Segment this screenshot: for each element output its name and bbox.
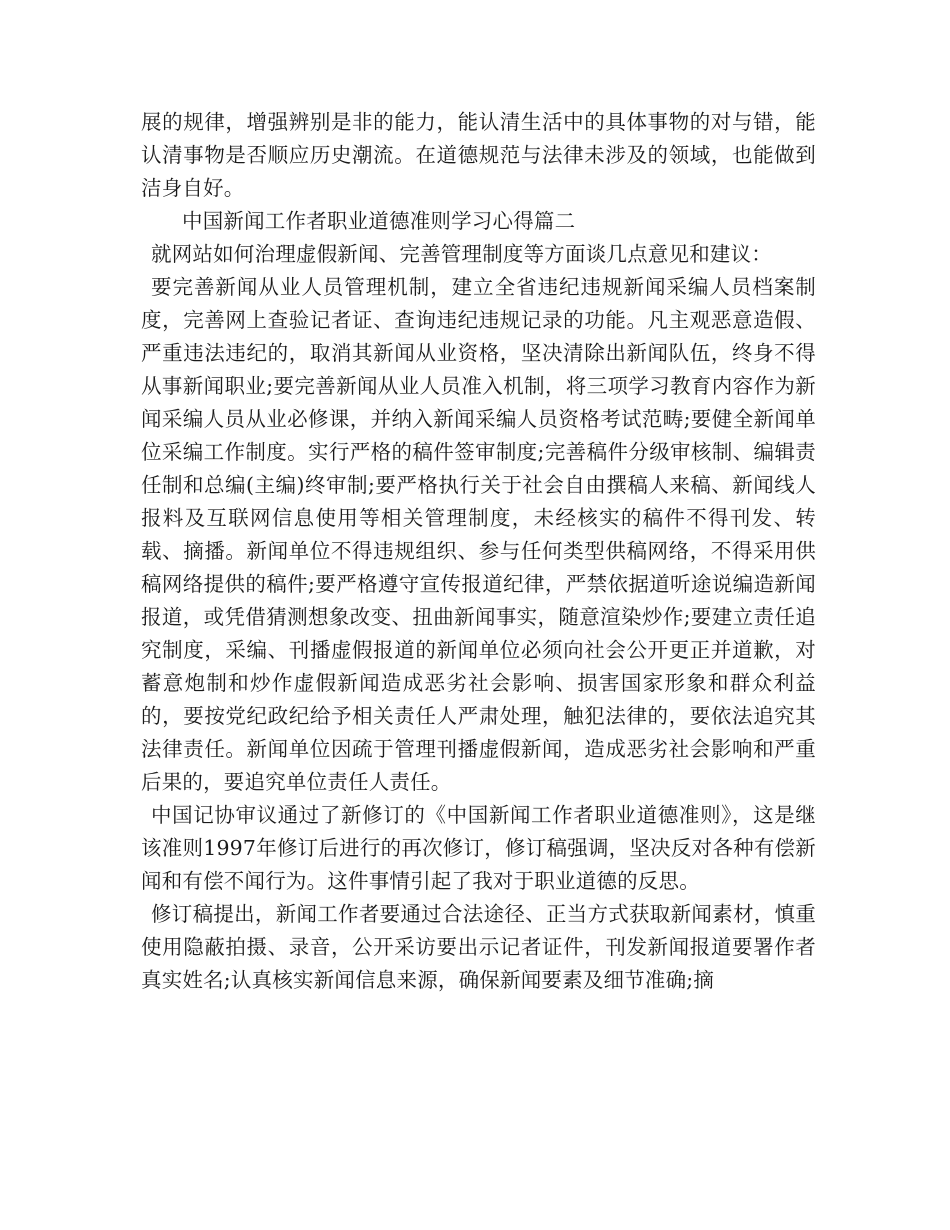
paragraph-continuation: 展的规律，增强辨别是非的能力，能认清生活中的具体事物的对与错，能认清事物是否顺应历史潮流。在道德规范与法律未涉及的领域，也能做到洁身自好。 xyxy=(141,110,816,200)
section-heading: 中国新闻工作者职业道德准则学习心得篇二 xyxy=(182,209,576,233)
paragraph-management: 要完善新闻从业人员管理机制，建立全省违纪违规新闻采编人员档案制度，完善网上查验记者证、查询违纪违规记录的功能。凡主观恶意造假、严重违法违纪的，取消其新闻从业资格，坚决清除出新闻队伍，终身不得从事新闻职业;要完善新闻从业人员准入机制，将三项学习教育内容作为新闻采编人员从业必修课，并纳入新闻采编人员资格考试范畴;要健全新闻单位采编工作制度。实行严格的稿件签审制度;完善稿件分级审核制、编辑责任制和总编(主编)终审制;要严格执行关于社会自由撰稿人来稿、新闻线人报料及互联网信息使用等相关管理制度，未经核实的稿件不得刊发、转载、摘播。新闻单位不得违规组织、参与任何类型供稿网络，不得采用供稿网络提供的稿件;要严格遵守宣传报道纪律，严禁依据道听途说编造新闻报道，或凭借猜测想象改变、扭曲新闻事实，随意渲染炒作;要建立责任追究制度，采编、刊播虚假报道的新闻单位必须向社会公开更正并道歉，对蓄意炮制和炒作虚假新闻造成恶劣社会影响、损害国家形象和群众利益的，要按党纪政纪给予相关责任人严肃处理，触犯法律的，要依法追究其法律责任。新闻单位因疏于管理刊播虚假新闻，造成恶劣社会影响和严重后果的，要追究单位责任人责任。 xyxy=(141,275,816,794)
document-body xyxy=(141,106,816,997)
paragraph-revision: 中国记协审议通过了新修订的《中国新闻工作者职业道德准则》，这是继该准则1997年修订后进行的再次修订，修订稿强调，坚决反对各种有偿新闻和有偿不闻行为。这件事情引起了我对于职业道德的反思。 xyxy=(141,803,816,893)
paragraph-intro: 就网站如何治理虚假新闻、完善管理制度等方面谈几点意见和建议： xyxy=(151,242,772,266)
paragraph-guidelines: 修订稿提出，新闻工作者要通过合法途径、正当方式获取新闻素材，慎重使用隐蔽拍摄、录音，公开采访要出示记者证件，刊发新闻报道要署作者真实姓名;认真核实新闻信息来源，确保新闻要素及细节准确;摘 xyxy=(141,902,816,992)
